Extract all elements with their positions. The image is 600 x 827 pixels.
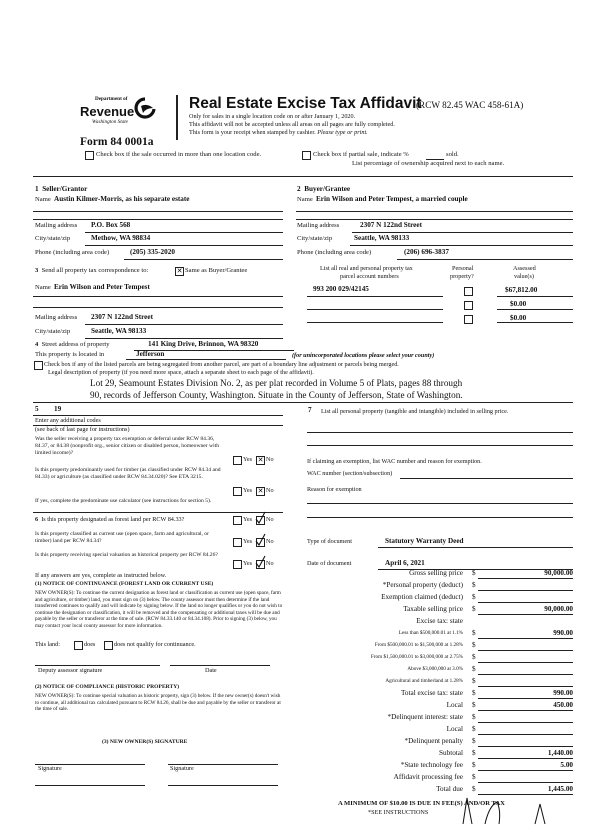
s5-q2: Is this property predominantly used for timber (as classified under RCW 84.34 and 84.33) or agriculture (as classified under RCW 84.34.020)? See ETA 3215.: [35, 467, 221, 480]
total-state-label: Total excise tax: state: [401, 689, 463, 697]
seller-phone-line: [124, 259, 283, 260]
dollar-sign: $: [472, 677, 476, 685]
correspondence-name-label: Name: [35, 284, 51, 291]
correspondence-rule-2: [33, 307, 283, 308]
same-as-buyer-label: Same as Buyer/Grantee: [185, 267, 248, 274]
correspondence-city-label: City/state/zip: [35, 328, 71, 335]
dollar-sign: $: [472, 569, 476, 577]
correspondence-mailing[interactable]: 2307 N 122nd Street: [91, 313, 153, 321]
dollar-sign: $: [472, 737, 476, 745]
assessed-value-line: [497, 296, 573, 297]
doc-type-label: Type of document: [307, 538, 352, 545]
notice-2-title: (2) NOTICE OF COMPLIANCE (HISTORIC PROPERTY): [35, 684, 180, 690]
doc-type[interactable]: Statutory Warranty Deed: [385, 537, 464, 545]
buyer-name-rule: [296, 211, 573, 212]
s6-q3-yes-label: Yes: [243, 560, 253, 567]
correspondence-city-line: [85, 338, 283, 339]
excise-state-label: Excise tax: state: [416, 617, 463, 625]
deputy-date-label: Date: [205, 667, 217, 674]
s5-q2-no-checkbox[interactable]: [256, 487, 265, 496]
delinquent-interest-line[interactable]: [478, 722, 573, 723]
check-mark-icon: [254, 511, 266, 525]
tech-fee-value[interactable]: 5.00: [560, 761, 573, 769]
doc-type-line: [378, 547, 573, 548]
buyer-mailing-line: [352, 232, 573, 233]
taxable-line: [478, 614, 573, 615]
segregated-checkbox[interactable]: [34, 361, 43, 370]
does-checkbox[interactable]: [74, 641, 83, 650]
correspondence-city[interactable]: Seattle, WA 98133: [91, 327, 147, 335]
dollar-sign: $: [472, 665, 476, 673]
delinquent-penalty-label: *Delinquent penalty: [404, 737, 463, 745]
seller-name[interactable]: Austin Kilmer-Morris, as his separate estate: [54, 195, 190, 203]
seller-name-label: Name: [35, 196, 51, 203]
seller-city-line: [85, 245, 283, 246]
seller-city-label: City/state/zip: [35, 235, 71, 242]
local-label: Local: [446, 701, 463, 709]
gross-label: Gross selling price: [409, 569, 463, 577]
buyer-name-label: Name: [297, 196, 313, 203]
same-as-buyer-checkbox[interactable]: [175, 267, 184, 276]
partial-sale-note: List percentage of ownership acquired next to each name.: [352, 160, 505, 167]
correspondence-mailing-label: Mailing address: [35, 314, 78, 321]
buyer-heading: 2 Buyer/Grantee: [297, 185, 351, 193]
property-street[interactable]: 141 King Drive, Brinnon, WA 98320: [148, 340, 259, 348]
buyer-city-label: City/state/zip: [297, 235, 333, 242]
legal-description-label: Legal description of property (if you need more space, attach a separate sheet to each page of the affidavit).: [48, 369, 314, 376]
s6-q1-no-label: No: [266, 516, 274, 523]
doc-date-label: Date of document: [307, 560, 352, 567]
buyer-name[interactable]: Erin Wilson and Peter Tempest, a married couple: [316, 195, 468, 203]
s6-q3-no-label: No: [266, 560, 274, 567]
header-divider: [176, 95, 178, 140]
dollar-sign: $: [472, 773, 476, 781]
seller-city[interactable]: Methow, WA 98834: [91, 234, 151, 242]
dollar-sign: $: [472, 581, 476, 589]
dollar-sign: $: [472, 653, 476, 661]
subtotal-label: Subtotal: [439, 749, 463, 757]
parcel-number-line: [307, 296, 443, 297]
personal-label: *Personal property (deduct): [382, 581, 463, 589]
reason-line-2[interactable]: [307, 517, 573, 518]
property-located-note: (for unincorporated locations please select your county): [292, 352, 435, 359]
property-street-label: 4 Street address of property: [35, 341, 110, 348]
does-label: does: [84, 641, 96, 648]
seller-mailing-label: Mailing address: [35, 222, 78, 229]
tech-fee-label: *State technology fee: [400, 761, 463, 769]
subtotal-line: [478, 758, 573, 759]
exemption-label: Exemption claimed (deduct): [381, 593, 463, 601]
section-4-rule: [33, 402, 573, 403]
owner-signature-heading: (3) NEW OWNER(S) SIGNATURE: [102, 739, 188, 745]
delinquent-interest-label: *Delinquent interest: state: [387, 713, 463, 721]
dollar-sign: $: [472, 629, 476, 637]
s5-q1-no-checkbox[interactable]: [256, 456, 265, 465]
seller-name-rule: [33, 211, 283, 212]
correspondence-name-rule: [33, 296, 283, 297]
dollar-sign: $: [472, 689, 476, 697]
assessed-value-line: [497, 309, 573, 310]
exemption-text: If claiming an exemption, list WAC number and reason for exemption.: [307, 458, 482, 465]
s6-q3-yes-checkbox[interactable]: [233, 560, 242, 569]
dollar-sign: $: [472, 713, 476, 721]
dollar-sign: $: [472, 593, 476, 601]
personal-property-checkbox[interactable]: [464, 287, 473, 296]
minimum-note: A MINIMUM OF $10.00 IS DUE IN FEE(S) AND/OR TAX: [338, 800, 505, 807]
dept-line2: Revenue: [80, 104, 135, 119]
dollar-sign: $: [472, 749, 476, 757]
does-not-checkbox[interactable]: [104, 641, 113, 650]
section-5-rule: [33, 512, 283, 513]
wac-line[interactable]: [400, 478, 573, 479]
parcel-col1-line2: parcel account numbers: [340, 273, 399, 280]
does-not-label: does not qualify for continuance.: [114, 641, 196, 648]
buyer-phone-label: Phone (including area code): [297, 249, 372, 256]
partial-sale-sold: sold.: [446, 151, 459, 158]
total-due-value[interactable]: 1,445.00: [547, 785, 573, 793]
deputy-signature-line[interactable]: [35, 665, 160, 666]
buyer-mailing-label: Mailing address: [297, 222, 340, 229]
parcel-col2-line1: Personal: [452, 265, 474, 272]
buyer-city-line: [350, 245, 573, 246]
check-mark-icon: [254, 533, 266, 547]
subtotal-value[interactable]: 1,440.00: [547, 749, 573, 757]
personal-property-text: List all personal property (tangible and intangible) included in selling price.: [321, 408, 509, 415]
legal-description-line-1[interactable]: Lot 29, Seamount Estates Division No. 2, as per plat recorded in Volume 5 of Plats, pages 88 through: [90, 378, 463, 388]
local-2-label: Local: [446, 725, 463, 733]
s5-q2-yes-checkbox[interactable]: [233, 487, 242, 496]
correspondence-heading: 3 Send all property tax correspondence to:: [35, 267, 149, 274]
local-line: [478, 710, 573, 711]
deputy-signature-label: Deputy assessor signature: [38, 667, 103, 674]
assessed-value[interactable]: $0.00: [510, 300, 527, 308]
dollar-sign: $: [472, 725, 476, 733]
s6-q2-yes-label: Yes: [243, 538, 253, 545]
total-due-line: [478, 794, 573, 795]
this-land-label: This land:: [35, 641, 60, 648]
total-state-line: [478, 698, 573, 699]
gross-line: [478, 578, 573, 579]
check-mark-icon: [254, 555, 266, 569]
affidavit-fee-line[interactable]: [478, 782, 573, 783]
deputy-date-line[interactable]: [170, 665, 270, 666]
seller-mailing[interactable]: P.O. Box 568: [91, 221, 131, 229]
dollar-sign: $: [472, 605, 476, 613]
parcel-col3-line1: Assessed: [513, 265, 536, 272]
header-note-3: This form is your receipt when stamped by cashier. Please type or print.: [189, 129, 368, 136]
rcw-reference: (RCW 82.45 WAC 458-61A): [416, 100, 524, 110]
property-located[interactable]: Jefferson: [136, 350, 165, 358]
form-number: Form 84 0001a: [80, 136, 154, 148]
tier-4-line[interactable]: [478, 674, 573, 675]
section-5-num: 5: [35, 405, 39, 413]
dept-line1: Department of: [95, 96, 128, 102]
parcel-number-line: [307, 322, 443, 323]
signature-line-3[interactable]: [35, 785, 145, 786]
tier-1-label: Less than $500,000.01 at 1.1%: [398, 630, 463, 636]
parcel-number-line: [307, 309, 443, 310]
s6-q4: If any answers are yes, complete as instructed below.: [35, 572, 167, 579]
s6-q2: Is this property classified as current use (open space, farm and agricultural, or timber) land per RCW 84.34?: [35, 531, 209, 544]
local-2-line[interactable]: [478, 734, 573, 735]
s5-q2-yes-label: Yes: [243, 487, 253, 494]
buyer-city[interactable]: Seattle, WA 98133: [354, 234, 410, 242]
notice-1-body: NEW OWNER(S): To continue the current designation as forest land or classification as current use (open space, farm and agriculture, or timber) land, you must sign on (3) below. The county assessor must then determine if the land transferred continues to qualify and will indicate by signing below. If the land no longer qualifies or you do not wish to continue the designation or classification, it will be removed and the compensating or additional taxes will be due and payable by the seller or transferor at the time of sale. (RCW 84.33.140 or 84.34.108). Prior to signing (3) below, you may contact your local county assessor for more information.: [35, 590, 283, 629]
tech-fee-line: [478, 770, 573, 771]
tier-5-label: Agricultural and timberland at 1.28%: [385, 678, 463, 684]
gross-value[interactable]: 90,000.00: [544, 569, 573, 577]
personal-property-line-1[interactable]: [307, 432, 573, 433]
s6-q1-row: 6 Is this property designated as forest land per RCW 84.33?: [35, 516, 185, 523]
buyer-rule-2: [296, 219, 573, 220]
multi-location-checkbox[interactable]: [85, 151, 94, 160]
see-instructions: *SEE INSTRUCTIONS: [368, 809, 429, 816]
s5-q3: If yes, complete the predominate use calculator (see instructions for section 5).: [35, 498, 212, 504]
notice-2-body: NEW OWNER(S): To continue special valuation as historic property, sign (3) below. If the new owner(s) doesn't wish to continue, all additional tax calculated pursuant to RCW 84.26, shall be due and payable by the seller or transferor at the time of sale.: [35, 693, 281, 713]
personal-property-line-2[interactable]: [307, 445, 573, 446]
s5-q2-no-label: No: [266, 487, 274, 494]
location-code-line: [33, 415, 283, 416]
signature-label-2: Signature: [170, 765, 194, 772]
s5-q1-no-label: No: [266, 456, 274, 463]
s6-q1-yes-label: Yes: [243, 516, 253, 523]
tier-4-label: Above $3,000,000 at 3.0%: [407, 666, 463, 672]
buyer-mailing[interactable]: 2307 N 122nd Street: [360, 221, 422, 229]
s5-q1-yes-checkbox[interactable]: [233, 456, 242, 465]
s6-q2-yes-checkbox[interactable]: [233, 538, 242, 547]
additional-codes-note: (see back of last page for instructions): [35, 426, 130, 433]
tier-3-label: From $1,500,000.01 to $3,000,000 at 2.75%: [370, 654, 463, 660]
seller-phone-label: Phone (including area code): [35, 249, 110, 256]
local-value[interactable]: 450.00: [553, 701, 573, 709]
section-7-num: 7: [308, 406, 312, 414]
tier-1-line: [478, 638, 573, 639]
partial-sale-checkbox[interactable]: [302, 151, 311, 160]
tier-2-line[interactable]: [478, 650, 573, 651]
affidavit-fee-label: Affidavit processing fee: [393, 773, 463, 781]
dollar-sign: $: [472, 641, 476, 649]
additional-codes-label: Enter any additional codes: [35, 417, 101, 424]
seller-mailing-line: [85, 232, 283, 233]
total-due-label: Total due: [436, 785, 463, 793]
property-located-label: This property is located in: [35, 351, 105, 358]
tier-3-line[interactable]: [478, 662, 573, 663]
segregated-label: Check box if any of the listed parcels are being segregated from another parcel, are part of a boundary line adjustment or parcels being merged.: [44, 361, 399, 368]
reason-line-1[interactable]: [307, 503, 573, 504]
reason-label: Reason for exemption: [307, 486, 362, 493]
correspondence-name[interactable]: Erin Wilson and Peter Tempest: [54, 283, 150, 291]
assessed-value-line: [497, 322, 573, 323]
s6-q3: Is this property receiving special valuation as historical property per RCW 84.26?: [35, 552, 218, 558]
partial-sale-label: Check box if partial sale, indicate %: [313, 151, 409, 158]
parcel-number[interactable]: 993 200 029/42145: [313, 285, 369, 293]
wac-label: WAC number (section/subsection): [307, 470, 393, 477]
parcel-col3-line2: value(s): [514, 273, 534, 280]
dollar-sign: $: [472, 701, 476, 709]
correspondence-mailing-line: [85, 324, 283, 325]
buyer-phone[interactable]: (206) 696-3837: [404, 248, 449, 256]
multi-location-label: Check box if the sale occurred in more than one location code.: [96, 151, 262, 158]
tier-1-value[interactable]: 990.00: [553, 629, 573, 637]
property-located-line: [126, 359, 286, 360]
taxable-label: Taxable selling price: [403, 605, 463, 613]
total-state-value[interactable]: 990.00: [553, 689, 573, 697]
buyer-phone-line: [397, 259, 573, 260]
location-code[interactable]: 19: [54, 405, 62, 413]
legal-description-line-2[interactable]: 90, records of Jefferson County, Washington. Situate in the County of Jefferson, State of Washington.: [90, 390, 463, 400]
handwritten-mark-icon: [445, 796, 555, 826]
s6-q2-no-label: No: [266, 538, 274, 545]
s6-q1-yes-checkbox[interactable]: [233, 516, 242, 525]
parcel-col2-line2: property?: [450, 273, 474, 280]
s5-q1-yes-label: Yes: [243, 456, 253, 463]
personal-line[interactable]: [478, 590, 573, 591]
parcel-col1-line1: List all real and personal property tax: [320, 265, 413, 272]
seller-heading: 1 Seller/Grantor: [35, 185, 88, 193]
dor-logo-icon: [133, 97, 157, 119]
assessed-value[interactable]: $67,812.00: [505, 286, 538, 294]
signature-line-4[interactable]: [168, 785, 278, 786]
header-rule: [33, 176, 573, 177]
seller-rule-2: [33, 219, 283, 220]
header-note-1: Only for sales in a single location code on or after January 1, 2020.: [189, 113, 356, 120]
notice-1-title: (1) NOTICE OF CONTINUANCE (FOREST LAND OR CURRENT USE): [35, 581, 214, 587]
form-title: Real Estate Excise Tax Affidavit: [189, 95, 422, 112]
header-note-3b: Please type or print.: [317, 129, 368, 136]
delinquent-penalty-line[interactable]: [478, 746, 573, 747]
dollar-sign: $: [472, 761, 476, 769]
seller-phone[interactable]: (205) 335-2020: [130, 248, 175, 256]
exemption-line[interactable]: [478, 602, 573, 603]
tier-2-label: From $500,000.01 to $1,500,000 at 1.28%: [374, 642, 463, 648]
taxable-value[interactable]: 90,000.00: [544, 605, 573, 613]
personal-property-checkbox[interactable]: [464, 301, 473, 310]
assessed-value[interactable]: $0.00: [510, 314, 527, 322]
doc-date[interactable]: April 6, 2021: [385, 559, 425, 567]
tier-5-line[interactable]: [478, 686, 573, 687]
signature-label-1: Signature: [38, 765, 62, 772]
personal-property-checkbox[interactable]: [464, 315, 473, 324]
dept-line3: Washington State: [92, 119, 128, 125]
dollar-sign: $: [472, 785, 476, 793]
s5-q1: Was the seller receiving a property tax exemption or deferral under RCW 84.36, 84.37, or 84.38 (nonprofit org., senior citizen or disabled person, homeowner with limited income)?: [35, 436, 219, 456]
header-note-2: This affidavit will not be accepted unless all areas on all pages are fully completed.: [189, 121, 395, 128]
